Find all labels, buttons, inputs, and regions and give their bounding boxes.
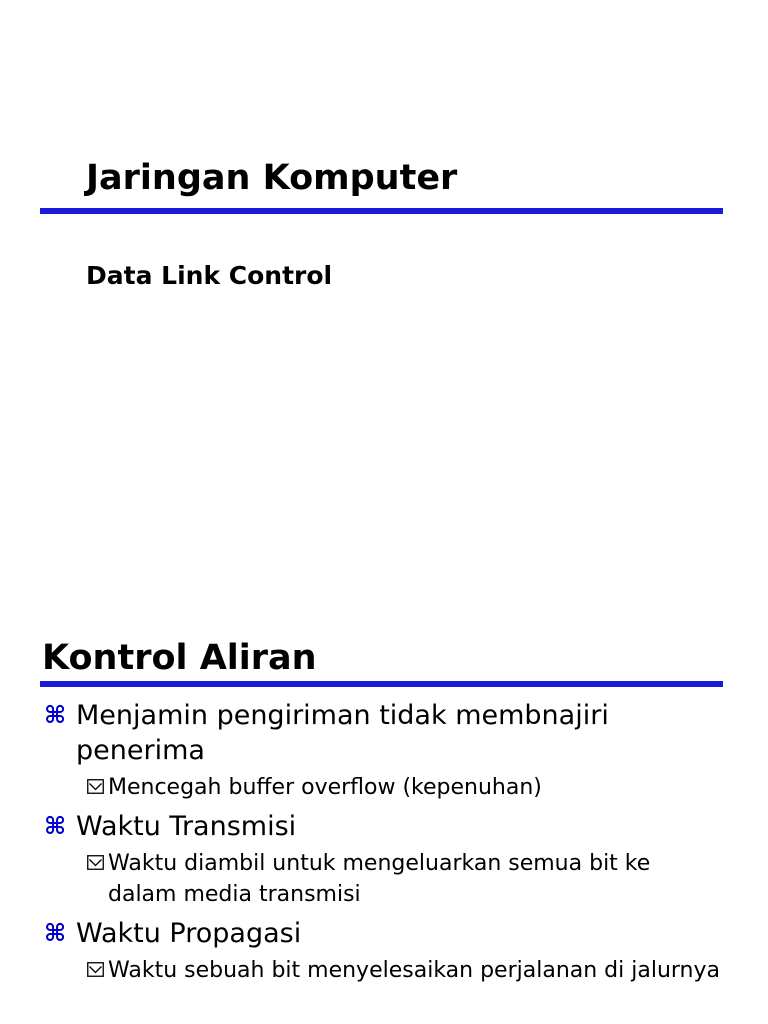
sub-bullet-text: Mencegah buffer overflow (kepenuhan) (108, 775, 542, 800)
bullet-item (44, 916, 724, 951)
sub-bullet-text: Waktu diambil untuk mengeluarkan semua bit ke dalam media transmisi (108, 851, 651, 907)
command-key-icon: ⌘ (44, 919, 67, 947)
bullet-text: Waktu Transmisi (76, 811, 297, 842)
checkbox-arrow-icon (87, 962, 104, 977)
bullet-text: Menjamin pengiriman tidak membnajiri penerima (76, 700, 609, 766)
bullet-list (44, 698, 724, 986)
slide-title: Kontrol Aliran (42, 638, 317, 678)
bullet-text: Waktu Propagasi (76, 918, 302, 949)
sub-bullet-item (87, 848, 724, 910)
slide-title: Jaringan Komputer (86, 158, 458, 198)
sub-bullet-text: Waktu sebuah bit menyelesaikan perjalanan di jalurnya (108, 958, 721, 983)
checkbox-arrow-icon (87, 779, 104, 794)
checkbox-arrow-icon (87, 855, 104, 870)
bullet-item (44, 698, 724, 768)
command-key-icon: ⌘ (44, 812, 67, 840)
slide-subtitle: Data Link Control (86, 261, 333, 290)
command-key-icon: ⌘ (44, 701, 67, 729)
content-slide (0, 620, 768, 1024)
sub-bullet-item (87, 955, 724, 986)
title-divider (40, 208, 723, 214)
sub-bullet-item (87, 772, 724, 803)
bullet-item (44, 809, 724, 844)
title-divider (40, 681, 723, 687)
